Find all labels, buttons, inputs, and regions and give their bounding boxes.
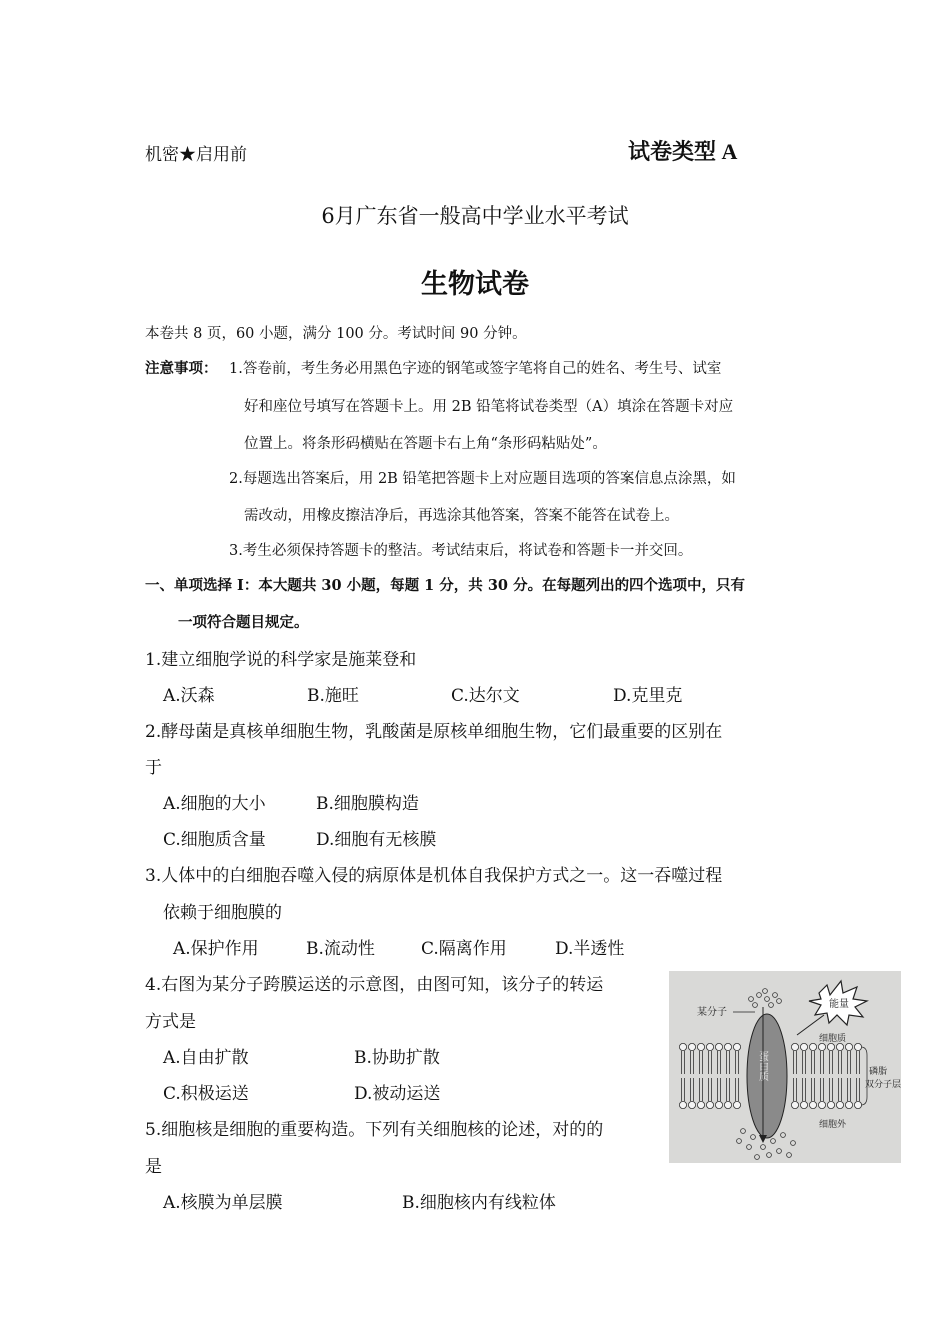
option: B.细胞膜构造: [316, 794, 419, 814]
transported-molecule: [755, 1155, 760, 1160]
transported-molecule: [747, 1145, 752, 1150]
bilayer-label-2: 双分子层: [865, 1080, 901, 1090]
question-stem: 5.细胞核是细胞的重要构造。下列有关细胞核的论述，对的的: [145, 1120, 604, 1140]
protein-label: 蛋白质: [756, 1051, 768, 1081]
lipid-head: [706, 1101, 713, 1108]
transported-molecule: [749, 997, 754, 1002]
lipid-head: [836, 1043, 843, 1050]
option: A.自由扩散: [163, 1048, 249, 1068]
option: A.沃森: [163, 686, 215, 706]
exam-title: 6月广东省一般高中学业水平考试: [321, 204, 629, 228]
question-stem: 4.右图为某分子跨膜运送的示意图，由图可知，该分子的转运: [145, 975, 604, 995]
bilayer-bracket: [861, 1047, 867, 1105]
option: C.细胞质含量: [163, 830, 266, 850]
option: D.被动运送: [354, 1084, 441, 1104]
energy-label: 能量: [829, 999, 849, 1010]
note-line: 好和座位号填写在答题卡上。用 2B 铅笔将试卷类型（A）填涂在答题卡对应: [244, 399, 734, 415]
lipid-head: [724, 1101, 731, 1108]
transported-molecule: [765, 997, 770, 1002]
lipid-head: [791, 1101, 798, 1108]
transported-molecule: [763, 989, 768, 994]
option: D.克里克: [613, 686, 683, 706]
transported-molecule: [773, 993, 778, 998]
lipid-head: [679, 1043, 686, 1050]
question-stem: 1.建立细胞学说的科学家是施莱登和: [145, 650, 417, 670]
transported-molecule: [787, 1153, 792, 1158]
question-stem-cont: 于: [145, 758, 162, 778]
exam-info: 本卷共 8 页，60 小题，满分 100 分。考试时间 90 分钟。: [145, 326, 527, 342]
question-stem-cont: 方式是: [145, 1012, 196, 1032]
lipid-head: [827, 1043, 834, 1050]
note-line: 位置上。将条形码横贴在答题卡右上角“条形码粘贴处”。: [244, 436, 607, 452]
question-stem: 2.酵母菌是真核单细胞生物，乳酸菌是原核单细胞生物，它们最重要的区别在: [145, 722, 723, 742]
transported-molecule: [737, 1139, 742, 1144]
transported-molecule: [751, 1135, 756, 1140]
option: B.流动性: [306, 939, 375, 959]
option: C.积极运送: [163, 1084, 249, 1104]
paper-type: 试卷类型 A: [628, 139, 738, 164]
lipid-head: [724, 1043, 731, 1050]
notes-label: 注意事项：: [145, 360, 218, 377]
transported-molecule: [777, 999, 782, 1004]
membrane-transport-figure: [669, 971, 901, 1163]
option: A.细胞的大小: [163, 794, 266, 814]
lipid-head: [800, 1043, 807, 1050]
option: B.协助扩散: [354, 1048, 440, 1068]
option: C.隔离作用: [421, 939, 507, 959]
lipid-head: [733, 1043, 740, 1050]
lipid-head: [733, 1101, 740, 1108]
transported-molecule: [767, 1153, 772, 1158]
transported-molecule: [757, 993, 762, 998]
transported-molecule: [777, 1149, 782, 1154]
option: B.细胞核内有线粒体: [402, 1193, 556, 1213]
lipid-head: [679, 1101, 686, 1108]
lipid-head: [845, 1101, 852, 1108]
section-heading: 一、单项选择 I：本大题共 30 小题，每题 1 分，共 30 分。在每题列出的四个选项中，只有: [145, 577, 746, 594]
option: D.半透性: [555, 939, 625, 959]
option: C.达尔文: [451, 686, 520, 706]
lipid-head: [688, 1101, 695, 1108]
section-heading-cont: 一项符合题目规定。: [178, 614, 309, 631]
lipid-head: [845, 1043, 852, 1050]
transported-molecule: [753, 1003, 758, 1008]
question-stem-cont: 是: [145, 1157, 162, 1177]
question-stem: 3.人体中的白细胞吞噬入侵的病原体是机体自我保护方式之一。这一吞噬过程: [145, 866, 723, 886]
lipid-head: [809, 1043, 816, 1050]
option: B.施旺: [307, 686, 359, 706]
lipid-head: [697, 1101, 704, 1108]
note-line: 3.考生必须保持答题卡的整洁。考试结束后，将试卷和答题卡一并交回。: [229, 543, 693, 559]
lipid-head: [809, 1101, 816, 1108]
transported-molecule: [741, 1129, 746, 1134]
cytoplasm-label: 细胞质: [819, 1034, 847, 1044]
lipid-head: [854, 1043, 861, 1050]
transported-molecule: [761, 1145, 766, 1150]
lipid-head: [715, 1101, 722, 1108]
transported-molecule: [769, 1003, 774, 1008]
option: D.细胞有无核膜: [316, 830, 437, 850]
lipid-head: [818, 1101, 825, 1108]
question-stem-cont: 依赖于细胞膜的: [163, 903, 282, 923]
lipid-head: [800, 1101, 807, 1108]
lipid-head: [715, 1043, 722, 1050]
lipid-head: [697, 1043, 704, 1050]
outside-label: 细胞外: [819, 1120, 847, 1130]
option: A.核膜为单层膜: [163, 1193, 283, 1213]
lipid-head: [854, 1101, 861, 1108]
lipid-head: [688, 1043, 695, 1050]
option: A.保护作用: [173, 939, 259, 959]
transported-molecule: [791, 1141, 796, 1146]
lipid-head: [791, 1043, 798, 1050]
subject-title: 生物试卷: [421, 269, 529, 300]
transported-molecule: [771, 1139, 776, 1144]
lipid-head: [827, 1101, 834, 1108]
bilayer-label-1: 磷脂: [869, 1067, 888, 1077]
note-line: 1.答卷前，考生务必用黑色字迹的钢笔或签字笔将自己的姓名、考生号、试室: [229, 361, 722, 377]
lipid-head: [818, 1043, 825, 1050]
transported-molecule: [781, 1133, 786, 1138]
confidential-mark: 机密★启用前: [145, 145, 247, 165]
molecule-label: 某分子: [697, 1007, 727, 1018]
note-line: 2.每题选出答案后，用 2B 铅笔把答题卡上对应题目选项的答案信息点涂黑，如: [229, 471, 736, 487]
lipid-head: [836, 1101, 843, 1108]
lipid-head: [706, 1043, 713, 1050]
note-line: 需改动，用橡皮擦洁净后，再选涂其他答案，答案不能答在试卷上。: [244, 508, 679, 524]
